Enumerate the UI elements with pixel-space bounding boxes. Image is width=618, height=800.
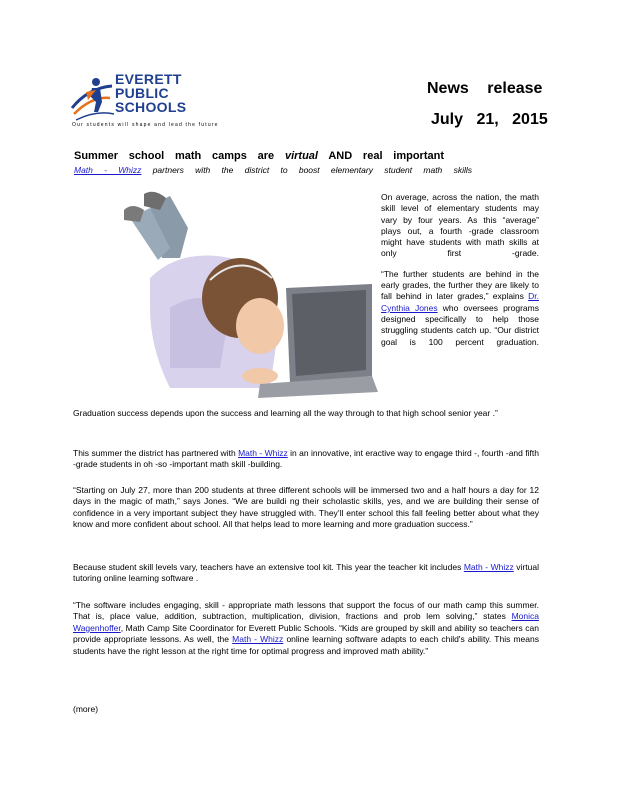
body-paragraph-2: “Starting on July 27, more than 200 students at three different schools will be immersed two and a half hours a day for 12 days in the magic of math,” says Jones. “We are buildi ng their scholastic skills, yes, and we are building their sense of confidence in a very important subject they have struggled with. They’ll enter school this fall feeling better about what they know and more confident about school. All that helps lead to more learning and more graduation success.” <box>73 485 539 530</box>
headline <box>74 150 444 162</box>
body-paragraph-0: Graduation success depends upon the success and learning all the way through to that high school senior year .” <box>73 408 498 418</box>
body-p1-text-2: in an innovative, int eractive way to engage third -, fourth -and fifth -grade students in oh -so -important math skill -building. <box>73 448 539 470</box>
subheadline-text: partners with the district to boost elementary student math skills <box>152 165 472 175</box>
release-date: July 21, 2015 <box>431 111 548 128</box>
math-whizz-link-4[interactable]: Math - Whizz <box>232 634 284 645</box>
body-p3-text-2: virtual tutoring online learning software . <box>73 562 539 584</box>
sidebar-column <box>381 192 539 348</box>
headline-part-1: Summer school math camps are <box>74 150 275 162</box>
math-whizz-link-2[interactable]: Math - Whizz <box>238 448 288 458</box>
girl-laptop-photo <box>110 188 380 400</box>
body-p1-text-1: This summer the district has partnered with <box>73 448 236 458</box>
monica-wagenhoffer-link[interactable]: Monica Wagenhoffer <box>73 611 539 633</box>
logo-line-3: SCHOOLS <box>115 99 187 115</box>
column-p2-text-2: who oversees programs designed specifically to help those struggling students catch up. “Our district goal is 100 percent graduation. <box>381 302 539 347</box>
body-p4-text-3: online learning software adapts to each child's ability. This means students have the right lesson at the right time for optimal progress and improved math ability.” <box>73 634 539 656</box>
body-p3-text-1: Because student skill levels vary, teachers have an extensive tool kit. This year the teacher kit includes <box>73 562 462 572</box>
column-p2-text-1: “The further students are behind in the early grades, the further they are likely to fall behind in later grades,” explains <box>381 268 539 302</box>
more-indicator: (more) <box>73 704 99 714</box>
subheadline <box>74 165 472 175</box>
math-whizz-link[interactable]: Math - Whizz <box>74 165 142 175</box>
logo-line-2: PUBLIC <box>115 85 169 101</box>
body-paragraph-3 <box>73 562 539 585</box>
logo-line-1: EVERETT <box>115 71 182 87</box>
body-p4-text-2: , Math Camp Site Coordinator for Everett Public Schools. “Kids are grouped by skill and ability so teachers can provide appropriate lessons. As well, the <box>73 622 539 645</box>
math-whizz-link-3[interactable]: Math - Whizz <box>463 562 514 572</box>
logo-wordmark <box>115 72 186 114</box>
headline-part-2: AND real important <box>328 150 444 162</box>
news-release-label: News release <box>427 80 543 97</box>
body-p4-text-1: “The software includes engaging, skill - appropriate math lessons that support the focus of our math camp this summer. That is, place value, addition, subtraction, multiplication, division, fractions and prob lem solving,” states <box>73 600 539 622</box>
body-paragraph-4 <box>73 600 539 657</box>
logo-tagline: Our students will shape and lead the future <box>72 122 219 128</box>
column-paragraph-1: On average, across the nation, the math skill level of elementary students may vary by four years. As this “average” plays out, a fourth -grade classroom might have students with math skills at only first -grade. <box>381 192 539 259</box>
headline-italic: virtual <box>284 150 318 162</box>
dr-cynthia-jones-link[interactable]: Dr. Cynthia Jones <box>381 291 539 313</box>
column-paragraph-2 <box>381 269 539 348</box>
body-paragraph-1 <box>73 448 539 471</box>
